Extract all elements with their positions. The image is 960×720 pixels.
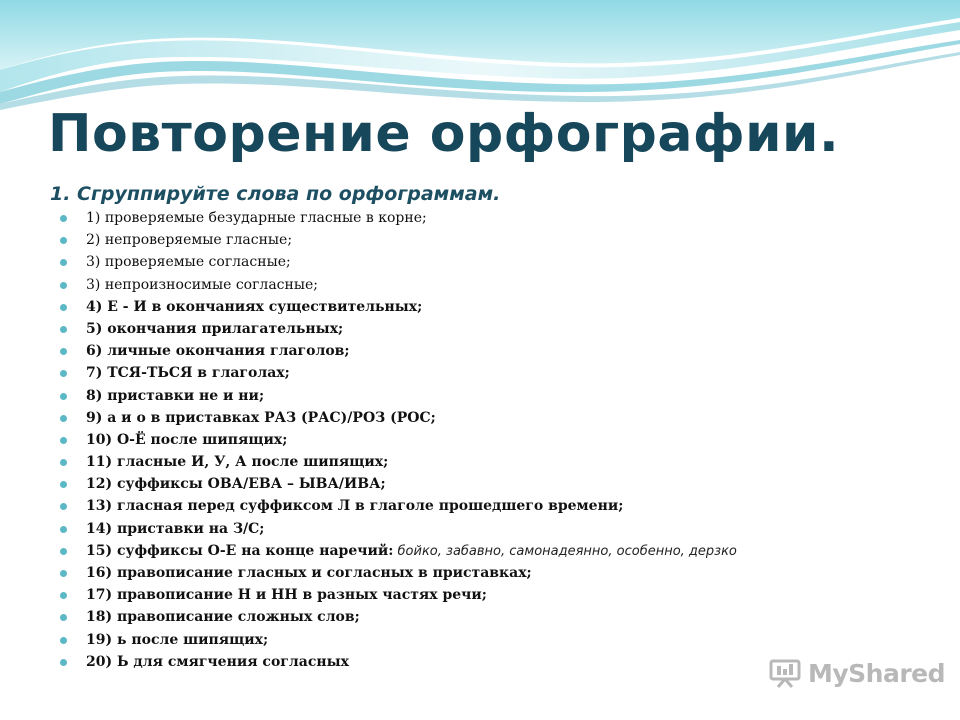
list-item: [60, 584, 737, 606]
list-item-examples: бойко, забавно, самонадеянно, особенно, дерзко: [393, 543, 737, 559]
list-item: [60, 651, 737, 673]
list-item: [60, 495, 737, 517]
list-item-text: 7) ТСЯ-ТЬСЯ в глаголах;: [86, 365, 290, 382]
list-item: [60, 385, 737, 407]
bullet-icon: [60, 348, 67, 355]
bullet-icon: [60, 570, 67, 577]
spelling-rules-list: [60, 207, 737, 673]
bullet-icon: [60, 614, 67, 621]
list-item: [60, 562, 737, 584]
bullet-icon: [60, 481, 67, 488]
list-item-text: 4) Е - И в окончаниях существительных;: [86, 298, 423, 315]
list-item: [60, 296, 737, 318]
list-item: [60, 274, 737, 296]
bullet-icon: [60, 215, 67, 222]
list-item-text: 3) непроизносимые согласные;: [86, 276, 318, 293]
bullet-icon: [60, 548, 67, 555]
list-item: [60, 473, 737, 495]
list-item: [60, 318, 737, 340]
list-item-text: 14) приставки на З/С;: [86, 520, 265, 537]
list-item-text: 5) окончания прилагательных;: [86, 320, 344, 337]
list-item-text: 2) непроверяемые гласные;: [86, 232, 293, 249]
bullet-icon: [60, 437, 67, 444]
bullet-icon: [60, 415, 67, 422]
bullet-icon: [60, 237, 67, 244]
list-item: [60, 340, 737, 362]
list-item: [60, 407, 737, 429]
list-item-text: 10) О-Ё после шипящих;: [86, 431, 288, 448]
myshared-logo[interactable]: [768, 658, 945, 688]
list-item: [60, 451, 737, 473]
list-item: [60, 251, 737, 273]
bullet-icon: [60, 659, 67, 666]
header-wave-decoration: [0, 0, 960, 110]
list-item-text: 17) правописание Н и НН в разных частях речи;: [86, 587, 487, 604]
list-item-text: 16) правописание гласных и согласных в приставках;: [86, 565, 532, 581]
page-subtitle: 1. Сгруппируйте слова по орфограммам.: [50, 183, 501, 205]
bullet-icon: [60, 370, 67, 377]
list-item: [60, 540, 737, 562]
presentation-board-icon: [768, 658, 802, 688]
page-title: Повторение орфографии.: [48, 104, 840, 164]
logo-text: MyShared: [808, 658, 946, 688]
list-item: [60, 229, 737, 251]
bullet-icon: [60, 526, 67, 533]
bullet-icon: [60, 503, 67, 510]
list-item-text: 1) проверяемые безударные гласные в корне;: [86, 210, 427, 226]
bullet-icon: [60, 393, 67, 400]
list-item-text: 8) приставки не и ни;: [86, 387, 265, 404]
bullet-icon: [60, 326, 67, 333]
list-item: [60, 429, 737, 451]
list-item-text: 18) правописание сложных слов;: [86, 609, 360, 626]
list-item: [60, 207, 737, 229]
list-item-text: 11) гласные И, У, А после шипящих;: [86, 454, 389, 471]
list-item-text: 15) суффиксы О-Е на конце наречий:: [86, 542, 394, 559]
bullet-icon: [60, 259, 67, 266]
list-item-text: 6) личные окончания глаголов;: [86, 343, 350, 360]
list-item-text: 13) гласная перед суффиксом Л в глаголе прошедшего времени;: [86, 498, 624, 515]
list-item-text: 9) а и о в приставках РАЗ (РАС)/РОЗ (РОС;: [86, 409, 436, 426]
bullet-icon: [60, 592, 67, 599]
list-item-text: 20) Ь для смягчения согласных: [86, 653, 349, 670]
bullet-icon: [60, 304, 67, 311]
list-item-text: 3) проверяемые согласные;: [86, 254, 291, 271]
list-item: [60, 518, 737, 540]
list-item-text: 19) ь после шипящих;: [86, 631, 269, 648]
bullet-icon: [60, 459, 67, 466]
list-item: [60, 362, 737, 384]
bullet-icon: [60, 637, 67, 644]
bullet-icon: [60, 282, 67, 289]
list-item: [60, 606, 737, 628]
list-item: [60, 629, 737, 651]
list-item-text: 12) суффиксы ОВА/ЕВА – ЫВА/ИВА;: [86, 476, 386, 493]
